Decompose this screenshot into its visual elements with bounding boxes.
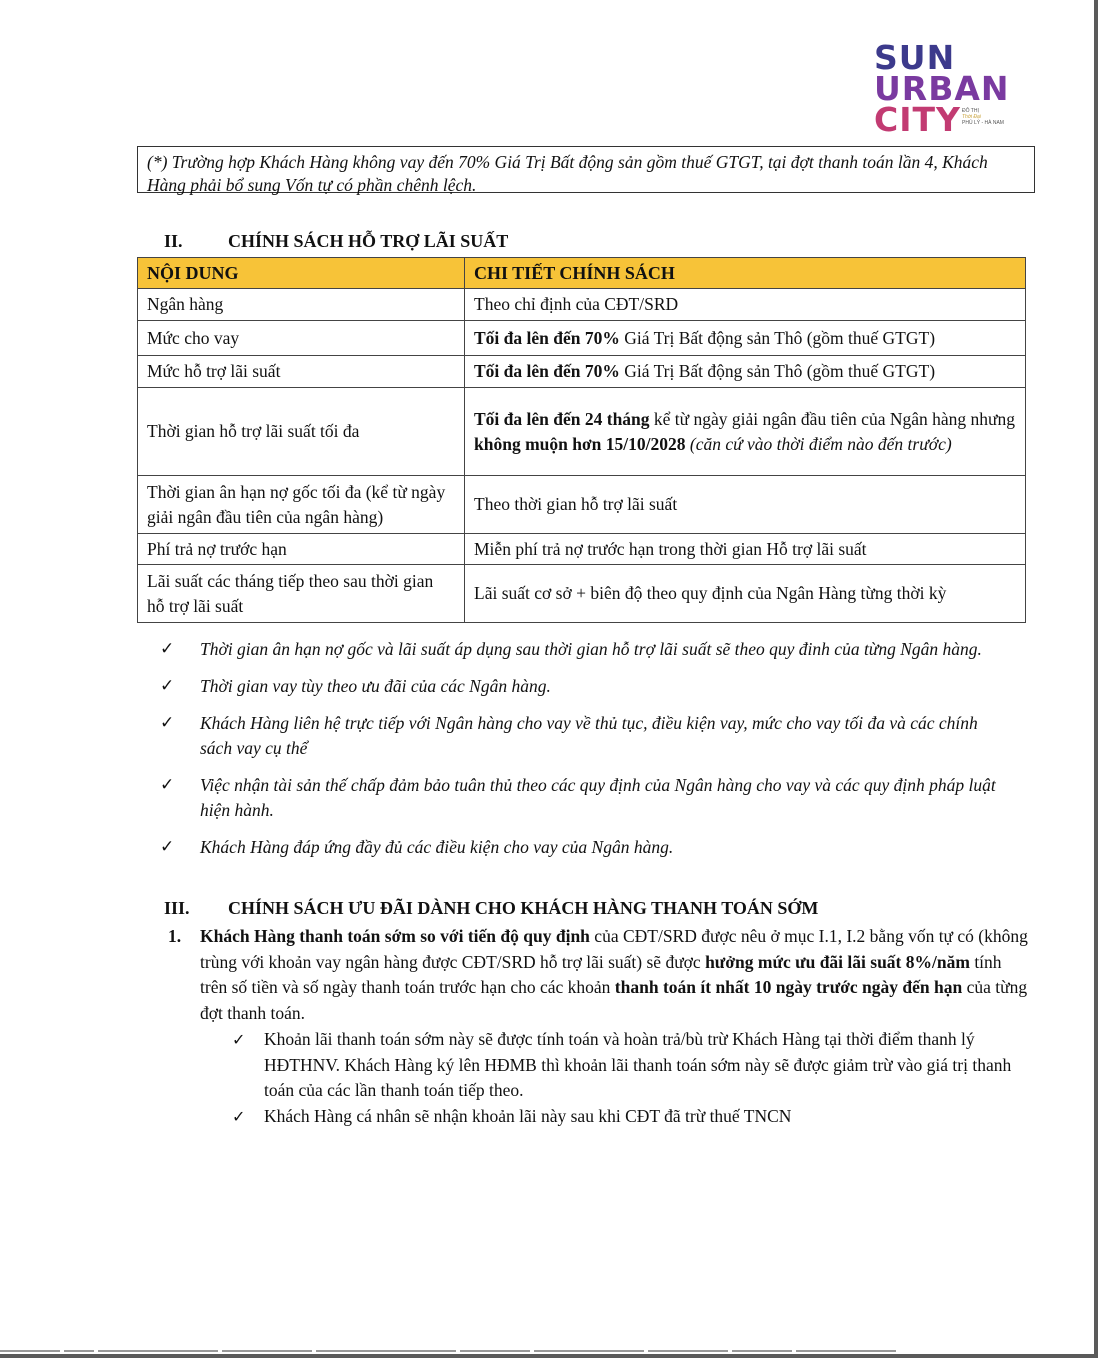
section-2-title: II. CHÍNH SÁCH HỖ TRỢ LÃI SUẤT xyxy=(164,231,509,251)
list-item: ✓ Việc nhận tài sản thế chấp đảm bảo tuân thủ theo các quy định của Ngân hàng cho vay và các quy định pháp luật hiện hành. xyxy=(160,775,996,820)
section-3-title: III. CHÍNH SÁCH ƯU ĐÃI DÀNH CHO KHÁCH HÀNG THANH TOÁN SỚM xyxy=(164,898,819,918)
header-detail: CHI TIẾT CHÍNH SÁCH xyxy=(465,258,1026,289)
table-row: Mức hỗ trợ lãi suất Tối đa lên đến 70% Giá Trị Bất động sản Thô (gồm thuế GTGT) xyxy=(138,356,1026,388)
check-icon: ✓ xyxy=(232,1106,246,1126)
table-row: Lãi suất các tháng tiếp theo sau thời gian hỗ trợ lãi suất Lãi suất cơ sở + biên độ theo quy định của Ngân Hàng từng thời kỳ xyxy=(138,565,1026,623)
note-box: (*) Trường hợp Khách Hàng không vay đến 70% Giá Trị Bất động sản gồm thuế GTGT, tại đợt thanh toán lần 4, Khách Hàng phải bổ sung Vốn tự có phần chênh lệch. xyxy=(137,146,1035,193)
table-header-row xyxy=(138,258,1026,289)
table-row: Thời gian ân hạn nợ gốc tối đa (kể từ ngày giải ngân đầu tiên của ngân hàng) Theo thời gian hỗ trợ lãi suất xyxy=(138,476,1026,534)
list-item: ✓ Thời gian vay tùy theo ưu đãi của các Ngân hàng. xyxy=(160,674,1000,699)
list-item: ✓ Khách Hàng đáp ứng đầy đủ các điều kiện cho vay của Ngân hàng. xyxy=(160,835,1000,860)
section-2-notes xyxy=(160,637,1000,872)
table-row: Thời gian hỗ trợ lãi suất tối đa Tối đa lên đến 24 tháng kể từ ngày giải ngân đầu tiên của Ngân hàng nhưng không muộn hơn 15/10/2028 (căn cứ vào thời điểm nào đến trước) xyxy=(138,388,1026,476)
list-item: ✓ Khoản lãi thanh toán sớm này sẽ được tính toán và hoàn trả/bù trừ Khách Hàng tại thời điểm thanh lý HĐTHNV. Khách Hàng ký lên HĐMB thì khoản lãi thanh toán sớm này sẽ được giảm trừ vào giá trị thanh toán của các lần thanh toán tiếp theo. xyxy=(232,1029,1012,1100)
check-icon: ✓ xyxy=(160,775,175,795)
table-row: Ngân hàng Theo chỉ định của CĐT/SRD xyxy=(138,289,1026,321)
section-3-body xyxy=(168,924,1032,1129)
next-page-cutoff xyxy=(0,1348,1090,1354)
list-item: ✓ Khách Hàng liên hệ trực tiếp với Ngân hàng cho vay về thủ tục, điều kiện vay, mức cho vay tối đa và các chính sách vay cụ thể xyxy=(160,713,978,758)
sun-urban-city-logo: SUN URBAN CITY ĐÔ THỊ Thời Đại PHỦ LÝ - HÀ NAM xyxy=(874,38,1010,139)
check-icon: ✓ xyxy=(160,676,175,696)
list-item: ✓ Khách Hàng cá nhân sẽ nhận khoản lãi này sau khi CĐT đã trừ thuế TNCN xyxy=(232,1104,1032,1130)
check-icon: ✓ xyxy=(160,713,175,733)
header-content: NỘI DUNG xyxy=(138,258,465,289)
check-icon: ✓ xyxy=(160,639,175,659)
early-payment-clause: 1. Khách Hàng thanh toán sớm so với tiến độ quy định của CĐT/SRD được nêu ở mục I.1, I.2 bằng vốn tự có (không trùng với khoản vay ngân hàng được CĐT/SRD hỗ trợ lãi suất) sẽ được hưởng mức ưu đãi lãi suất 8%/năm tính trên số tiền và số ngày thanh toán trước hạn cho các khoản thanh toán ít nhất 10 ngày trước ngày đến hạn của từng đợt thanh toán. xyxy=(168,926,1028,1023)
table-row: Mức cho vay Tối đa lên đến 70% Giá Trị Bất động sản Thô (gồm thuế GTGT) xyxy=(138,321,1026,356)
list-item: ✓ Thời gian ân hạn nợ gốc và lãi suất áp dụng sau thời gian hỗ trợ lãi suất sẽ theo quy đinh của từng Ngân hàng. xyxy=(160,637,1000,662)
interest-support-table xyxy=(137,257,1026,623)
table-row: Phí trả nợ trước hạn Miễn phí trả nợ trước hạn trong thời gian Hỗ trợ lãi suất xyxy=(138,534,1026,565)
check-icon: ✓ xyxy=(160,837,175,857)
check-icon: ✓ xyxy=(232,1030,246,1049)
